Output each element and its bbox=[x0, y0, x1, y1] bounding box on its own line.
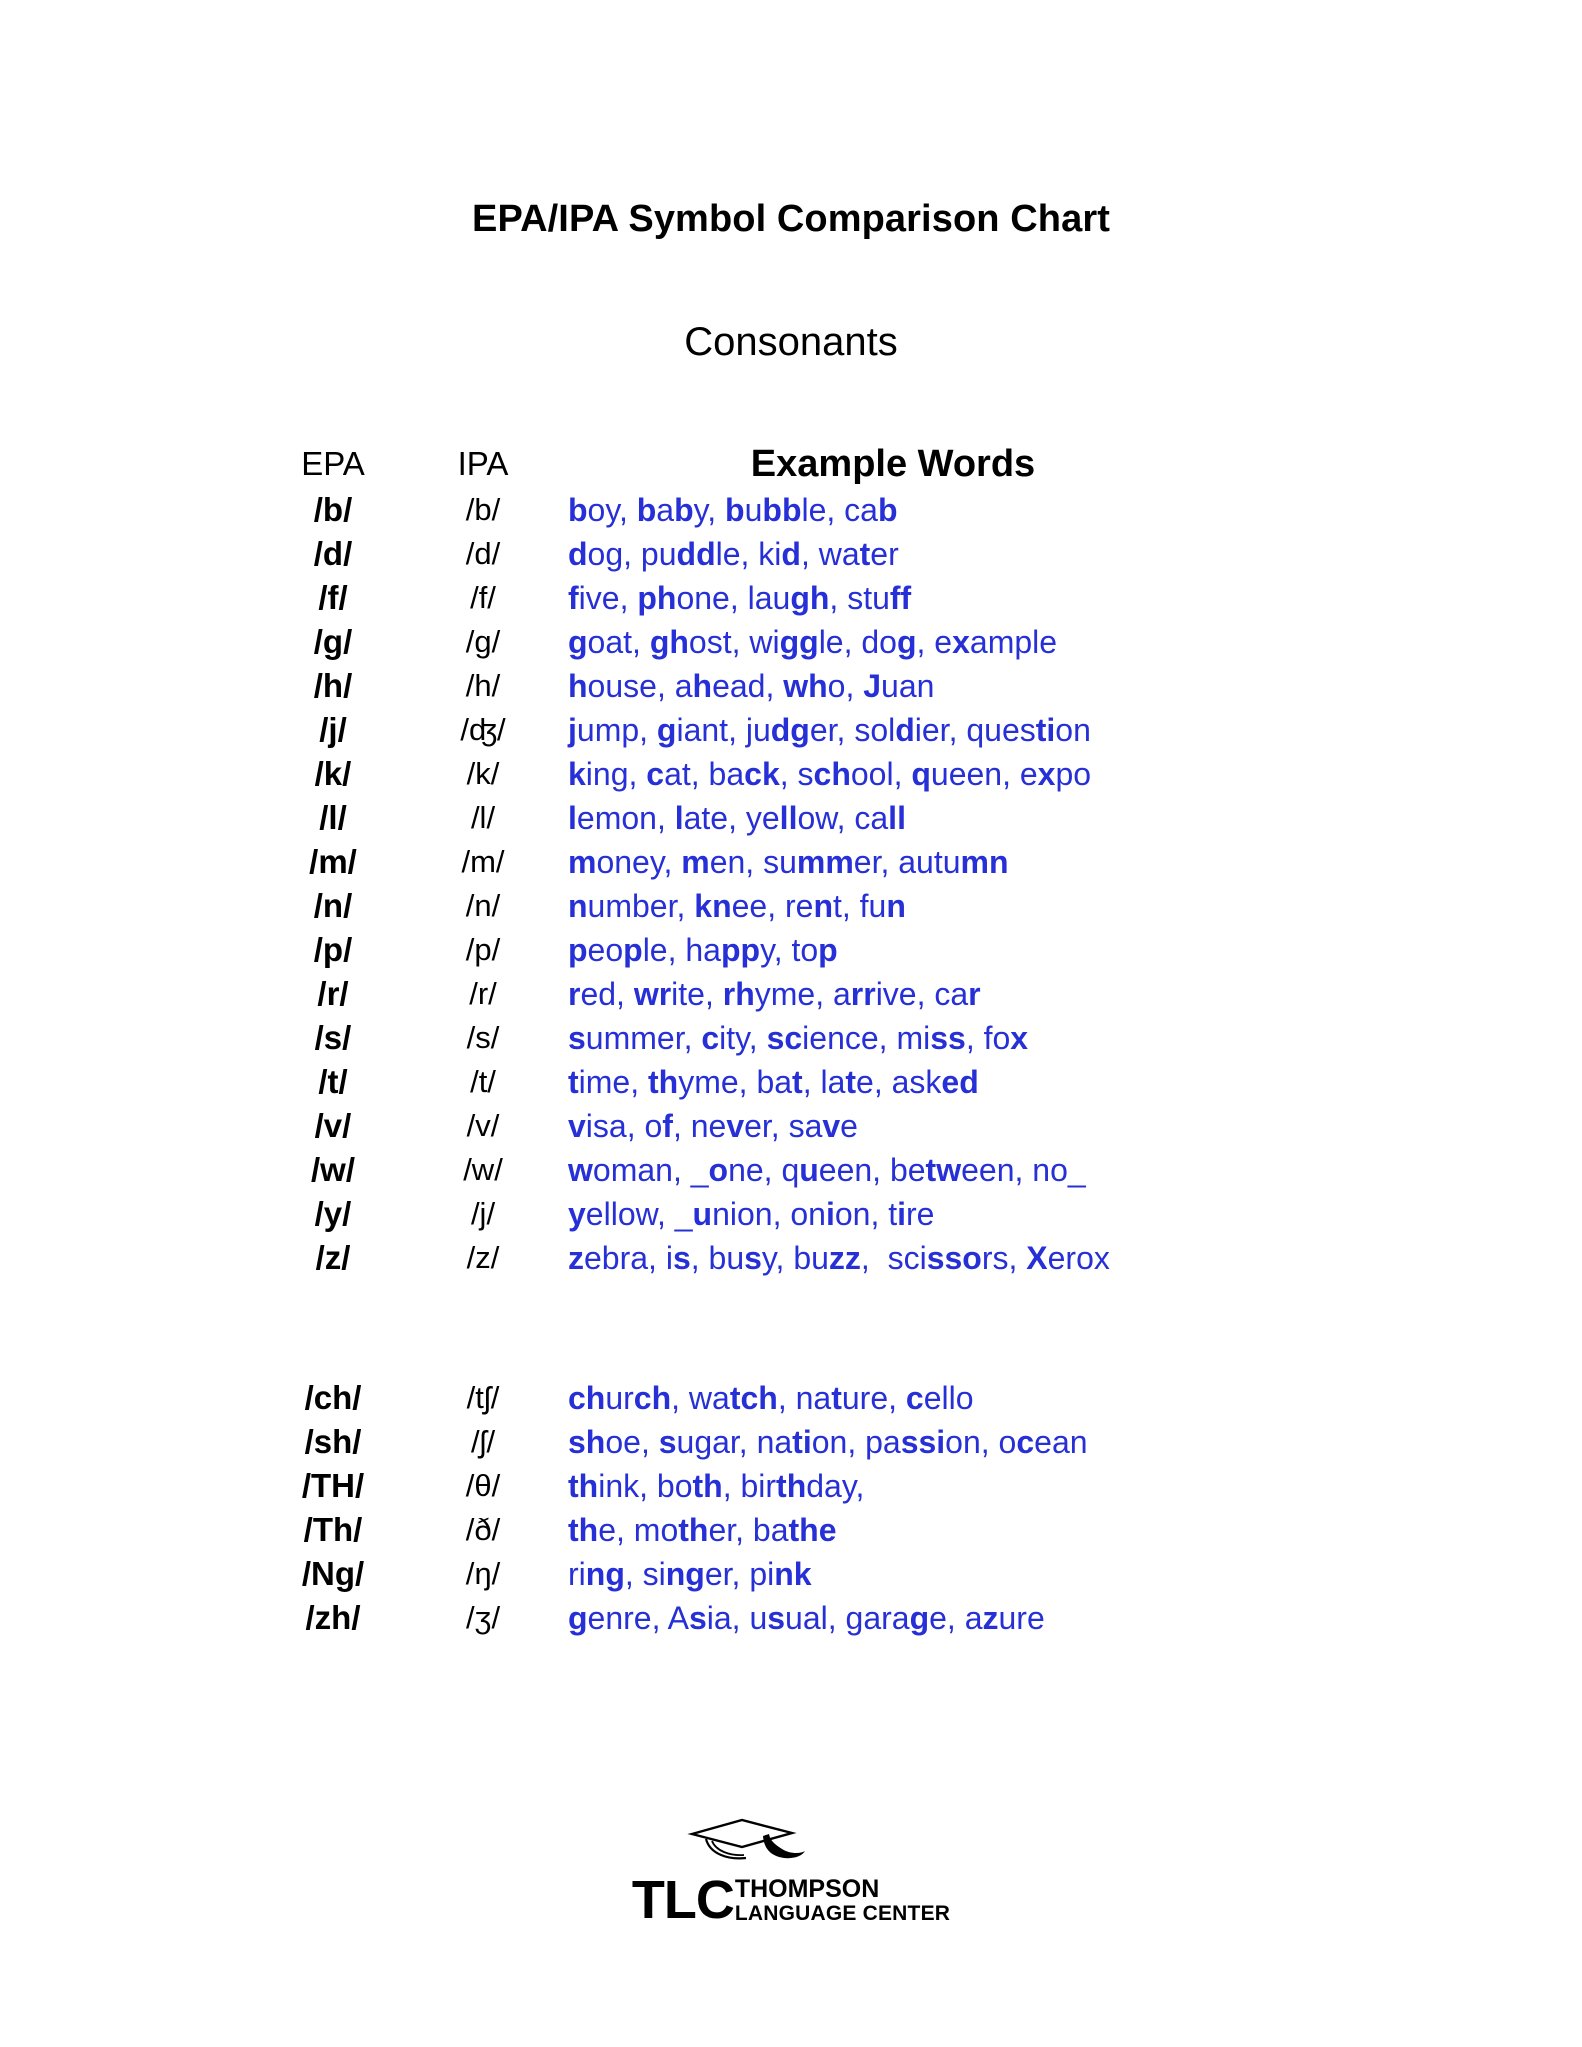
section-title: Consonants bbox=[684, 320, 898, 364]
table-row bbox=[258, 532, 1358, 576]
consonant-epa-symbol: /h/ bbox=[313, 667, 353, 704]
consonant-ipa-symbol: /m/ bbox=[461, 844, 505, 879]
table-row bbox=[258, 796, 1358, 840]
table-row bbox=[258, 708, 1358, 752]
consonant-epa-symbol: /b/ bbox=[313, 491, 353, 528]
digraph-example-words: shoe, sugar, nation, passion, ocean bbox=[568, 1424, 1088, 1460]
logo-line-language-center: LANGUAGE CENTER bbox=[734, 1902, 951, 1925]
consonant-example-words: woman, _one, queen, between, no_ bbox=[568, 1152, 1086, 1188]
consonant-example-words: dog, puddle, kid, water bbox=[568, 536, 899, 572]
consonant-epa-symbol: /r/ bbox=[317, 975, 349, 1012]
column-header-epa: EPA bbox=[301, 445, 365, 482]
consonant-epa-symbol: /w/ bbox=[310, 1151, 355, 1188]
consonant-example-words: number, knee, rent, fun bbox=[568, 888, 906, 924]
consonant-epa-symbol: /p/ bbox=[313, 931, 353, 968]
consonant-epa-symbol: /m/ bbox=[309, 843, 357, 880]
table-row bbox=[258, 620, 1358, 664]
table-row bbox=[258, 752, 1358, 796]
consonant-ipa-symbol: /t/ bbox=[470, 1064, 496, 1099]
consonant-example-words: king, cat, back, school, queen, expo bbox=[568, 756, 1092, 792]
consonant-epa-symbol: /s/ bbox=[314, 1019, 352, 1056]
table-row bbox=[258, 1508, 1358, 1552]
digraph-rows-group bbox=[258, 1376, 1358, 1640]
table-header-row bbox=[258, 440, 1358, 488]
table-row bbox=[258, 1420, 1358, 1464]
consonant-example-words: summer, city, science, miss, fox bbox=[568, 1020, 1029, 1056]
consonant-epa-symbol: /n/ bbox=[313, 887, 353, 924]
digraph-epa-symbol: /TH/ bbox=[301, 1467, 365, 1504]
digraph-ipa-symbol: /θ/ bbox=[465, 1468, 501, 1503]
consonant-ipa-symbol: /p/ bbox=[465, 932, 501, 967]
consonant-ipa-symbol: /l/ bbox=[470, 800, 496, 835]
digraph-ipa-symbol: /tʃ/ bbox=[466, 1380, 500, 1415]
consonant-ipa-symbol: /ʤ/ bbox=[460, 712, 506, 747]
consonant-ipa-symbol: /g/ bbox=[465, 624, 501, 659]
consonant-epa-symbol: /z/ bbox=[315, 1239, 351, 1276]
consonant-example-words: people, happy, top bbox=[568, 932, 838, 968]
consonant-example-words: money, men, summer, autumn bbox=[568, 844, 1009, 880]
column-header-ipa: IPA bbox=[457, 445, 509, 482]
consonant-example-words: lemon, late, yellow, call bbox=[568, 800, 906, 836]
digraph-ipa-symbol: /ʃ/ bbox=[470, 1424, 496, 1459]
consonant-example-words: yellow, _union, onion, tire bbox=[568, 1196, 935, 1232]
consonant-example-words: zebra, is, busy, buzz, scissors, Xerox bbox=[568, 1240, 1110, 1276]
consonant-example-words: five, phone, laugh, stuff bbox=[568, 580, 912, 616]
table-row bbox=[258, 972, 1358, 1016]
consonant-epa-symbol: /d/ bbox=[313, 535, 353, 572]
consonant-example-words: boy, baby, bubble, cab bbox=[568, 492, 898, 528]
consonant-ipa-symbol: /s/ bbox=[466, 1020, 500, 1055]
table-row bbox=[258, 576, 1358, 620]
digraph-epa-symbol: /sh/ bbox=[304, 1423, 362, 1460]
section-spacer bbox=[258, 1280, 1358, 1376]
logo-acronym: TLC bbox=[631, 1870, 734, 1930]
consonant-example-words: goat, ghost, wiggle, dog, example bbox=[568, 624, 1058, 660]
digraph-example-words: church, watch, nature, cello bbox=[568, 1380, 974, 1416]
consonant-epa-symbol: /k/ bbox=[314, 755, 352, 792]
digraph-ipa-symbol: /ŋ/ bbox=[465, 1556, 501, 1591]
table-row bbox=[258, 1016, 1358, 1060]
consonant-example-words: time, thyme, bat, late, asked bbox=[568, 1064, 979, 1100]
table-row bbox=[258, 928, 1358, 972]
consonant-epa-symbol: /j/ bbox=[319, 711, 347, 748]
table-row bbox=[258, 1148, 1358, 1192]
logo-line-thompson: THOMPSON bbox=[734, 1875, 880, 1903]
table-row bbox=[258, 664, 1358, 708]
consonant-example-words: red, write, rhyme, arrive, car bbox=[568, 976, 981, 1012]
consonant-ipa-symbol: /n/ bbox=[465, 888, 501, 923]
table-row bbox=[258, 1596, 1358, 1640]
consonant-epa-symbol: /t/ bbox=[318, 1063, 348, 1100]
page-title: EPA/IPA Symbol Comparison Chart bbox=[472, 198, 1110, 240]
consonant-ipa-symbol: /f/ bbox=[470, 580, 496, 615]
table-row bbox=[258, 884, 1358, 928]
digraph-ipa-symbol: /ʒ/ bbox=[465, 1600, 501, 1635]
digraph-epa-symbol: /ch/ bbox=[304, 1379, 362, 1416]
consonant-rows-group bbox=[258, 488, 1358, 1280]
digraph-example-words: think, both, birthday, bbox=[568, 1468, 865, 1504]
consonant-ipa-symbol: /h/ bbox=[465, 668, 501, 703]
digraph-example-words: ring, singer, pink bbox=[568, 1556, 812, 1592]
table-row bbox=[258, 1464, 1358, 1508]
consonant-epa-symbol: /v/ bbox=[314, 1107, 352, 1144]
table-row bbox=[258, 1236, 1358, 1280]
table-row bbox=[258, 1060, 1358, 1104]
consonant-ipa-symbol: /w/ bbox=[463, 1152, 503, 1187]
digraph-example-words: the, mother, bathe bbox=[568, 1512, 837, 1548]
table-row bbox=[258, 1104, 1358, 1148]
table-row bbox=[258, 488, 1358, 532]
table-row bbox=[258, 1376, 1358, 1420]
table-row bbox=[258, 840, 1358, 884]
consonant-ipa-symbol: /k/ bbox=[466, 756, 500, 791]
digraph-example-words: genre, Asia, usual, garage, azure bbox=[568, 1600, 1045, 1636]
digraph-epa-symbol: /zh/ bbox=[305, 1599, 361, 1636]
column-header-examples: Example Words bbox=[750, 443, 1036, 485]
consonant-ipa-symbol: /v/ bbox=[466, 1108, 500, 1143]
consonant-ipa-symbol: /z/ bbox=[466, 1240, 500, 1275]
table-row bbox=[258, 1552, 1358, 1596]
consonant-example-words: jump, giant, judger, soldier, question bbox=[568, 712, 1091, 748]
table-row bbox=[258, 1192, 1358, 1236]
consonant-example-words: house, ahead, who, Juan bbox=[568, 668, 935, 704]
digraph-epa-symbol: /Ng/ bbox=[301, 1555, 365, 1592]
consonant-example-words: visa, of, never, save bbox=[568, 1108, 858, 1144]
consonant-epa-symbol: /l/ bbox=[319, 799, 347, 836]
consonant-epa-symbol: /f/ bbox=[318, 579, 348, 616]
consonant-ipa-symbol: /r/ bbox=[469, 976, 497, 1011]
symbol-comparison-table bbox=[258, 440, 1358, 1640]
consonant-ipa-symbol: /j/ bbox=[470, 1196, 496, 1231]
logo-wordmark bbox=[734, 1876, 950, 1930]
consonant-ipa-symbol: /b/ bbox=[465, 492, 501, 527]
consonant-ipa-symbol: /d/ bbox=[465, 536, 501, 571]
consonant-epa-symbol: /y/ bbox=[314, 1195, 352, 1232]
digraph-epa-symbol: /Th/ bbox=[303, 1511, 363, 1548]
digraph-ipa-symbol: /ð/ bbox=[465, 1512, 501, 1547]
graduation-cap-icon bbox=[684, 1818, 814, 1864]
tlc-logo bbox=[0, 1818, 1582, 1930]
consonant-epa-symbol: /g/ bbox=[313, 623, 353, 660]
